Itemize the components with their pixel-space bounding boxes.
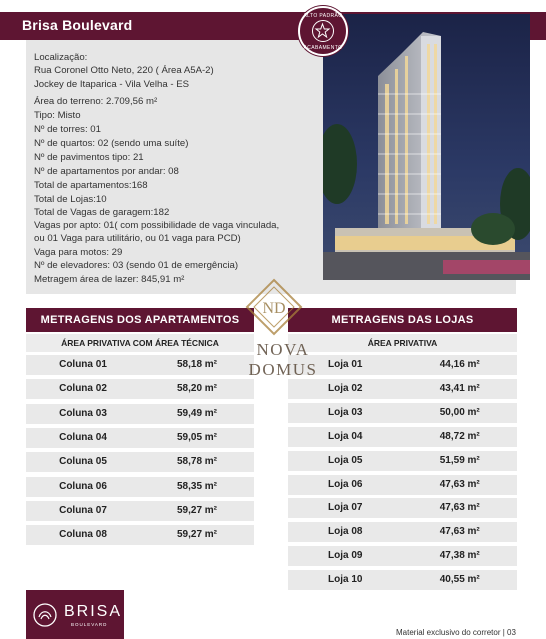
row-label: Loja 03 bbox=[328, 406, 363, 418]
row-label: Loja 01 bbox=[328, 359, 363, 370]
row-area: 51,59 m² bbox=[439, 454, 480, 466]
row-label: Loja 02 bbox=[328, 382, 363, 394]
table-row bbox=[26, 452, 254, 472]
row-area: 58,78 m² bbox=[176, 456, 218, 468]
row-area: 59,49 m² bbox=[176, 407, 218, 419]
seal-text-top: ALTO PADRÃO bbox=[303, 13, 343, 19]
brand-emblem-icon bbox=[32, 602, 58, 628]
row-area: 58,35 m² bbox=[176, 480, 218, 492]
stores-table-subtitle: ÁREA PRIVATIVA bbox=[288, 334, 517, 352]
footer-note: Material exclusivo do corretor | 03 bbox=[396, 628, 516, 637]
row-area: 43,41 m² bbox=[439, 382, 480, 394]
info-line: Nº de elevadores: 03 (sendo 01 de emergência) bbox=[34, 260, 239, 271]
row-label: Coluna 03 bbox=[59, 407, 107, 419]
seal-star-icon bbox=[312, 20, 334, 42]
row-label: Coluna 04 bbox=[59, 431, 107, 443]
table-row bbox=[288, 451, 517, 471]
row-label: Loja 10 bbox=[328, 574, 363, 586]
table-row bbox=[288, 475, 517, 495]
info-line: Localização: bbox=[34, 52, 88, 63]
info-line: Vagas por apto: 01( com possibilidade de vaga vinculada, bbox=[34, 220, 280, 231]
info-line: Metragem área de lazer: 845,91 m² bbox=[34, 274, 185, 285]
row-label: Coluna 07 bbox=[59, 504, 107, 516]
row-label: Loja 04 bbox=[328, 430, 363, 442]
apartments-table-subtitle: ÁREA PRIVATIVA COM ÁREA TÉCNICA bbox=[26, 334, 254, 352]
row-label: Loja 09 bbox=[328, 550, 363, 562]
info-line: Total de apartamentos:168 bbox=[34, 180, 148, 191]
watermark-monogram: ND bbox=[262, 300, 286, 317]
row-area: 44,16 m² bbox=[439, 359, 480, 370]
brand-logo bbox=[26, 590, 124, 639]
watermark-text: NOVA DOMUS bbox=[248, 340, 318, 379]
row-label: Coluna 05 bbox=[59, 456, 107, 468]
row-label: Loja 06 bbox=[328, 478, 363, 490]
table-row bbox=[288, 570, 517, 590]
row-label: Coluna 08 bbox=[59, 529, 107, 541]
row-area: 50,00 m² bbox=[439, 406, 480, 418]
row-area: 47,63 m² bbox=[439, 502, 480, 514]
row-label: Coluna 06 bbox=[59, 480, 107, 492]
table-row bbox=[26, 428, 254, 448]
stores-table-title: METRAGENS DAS LOJAS bbox=[288, 308, 517, 332]
row-area: 59,05 m² bbox=[176, 431, 218, 443]
table-row bbox=[288, 498, 517, 518]
table-row bbox=[288, 522, 517, 542]
row-label: Coluna 02 bbox=[59, 383, 107, 395]
info-line: Nº de quartos: 02 (sendo uma suíte) bbox=[34, 138, 189, 149]
table-row bbox=[26, 404, 254, 424]
info-line: Total de Lojas:10 bbox=[34, 194, 107, 205]
row-area: 58,18 m² bbox=[176, 359, 218, 370]
table-row bbox=[288, 379, 517, 399]
table-row bbox=[288, 546, 517, 566]
table-row bbox=[288, 427, 517, 447]
info-line: Tipo: Misto bbox=[34, 110, 81, 121]
row-area: 47,63 m² bbox=[439, 526, 480, 538]
info-line: ou 01 Vaga para utilitário, ou 01 vaga para PCD) bbox=[34, 233, 241, 244]
info-line: Total de Vagas de garagem:182 bbox=[34, 207, 170, 218]
seal-text-bottom: ACABAMENTO bbox=[303, 45, 343, 51]
row-area: 47,38 m² bbox=[439, 550, 480, 562]
info-line: Nº de torres: 01 bbox=[34, 124, 101, 135]
brand-name: BRISA bbox=[64, 603, 123, 620]
page-title: Brisa Boulevard bbox=[22, 17, 133, 33]
info-line: Área do terreno: 2.709,56 m² bbox=[34, 96, 158, 107]
table-row bbox=[288, 403, 517, 423]
row-label: Loja 08 bbox=[328, 526, 363, 538]
info-line: Rua Coronel Otto Neto, 220 ( Área A5A-2) bbox=[34, 65, 214, 76]
row-area: 59,27 m² bbox=[176, 529, 218, 541]
info-line: Nº de pavimentos tipo: 21 bbox=[34, 152, 144, 163]
watermark-logo-icon bbox=[245, 278, 303, 336]
row-label: Loja 05 bbox=[328, 454, 363, 466]
row-area: 48,72 m² bbox=[439, 430, 480, 442]
row-area: 59,27 m² bbox=[176, 504, 218, 516]
info-line: Vaga para motos: 29 bbox=[34, 247, 123, 258]
info-line: Nº de apartamentos por andar: 08 bbox=[34, 166, 179, 177]
table-row bbox=[26, 477, 254, 497]
apartments-table-title: METRAGENS DOS APARTAMENTOS bbox=[26, 308, 254, 332]
row-label: Coluna 01 bbox=[59, 359, 107, 370]
table-row bbox=[26, 501, 254, 521]
table-row bbox=[26, 525, 254, 545]
brand-subtitle: BOULEVARD bbox=[71, 622, 108, 627]
row-area: 47,63 m² bbox=[439, 478, 480, 490]
table-row bbox=[26, 379, 254, 399]
row-label: Loja 07 bbox=[328, 502, 363, 514]
row-area: 58,20 m² bbox=[176, 383, 218, 395]
building-render-image bbox=[323, 14, 530, 280]
table-row bbox=[26, 355, 254, 375]
info-line: Jockey de Itaparica - Vila Velha - ES bbox=[34, 79, 190, 90]
quality-seal-badge bbox=[298, 6, 348, 56]
row-area: 40,55 m² bbox=[439, 574, 480, 586]
